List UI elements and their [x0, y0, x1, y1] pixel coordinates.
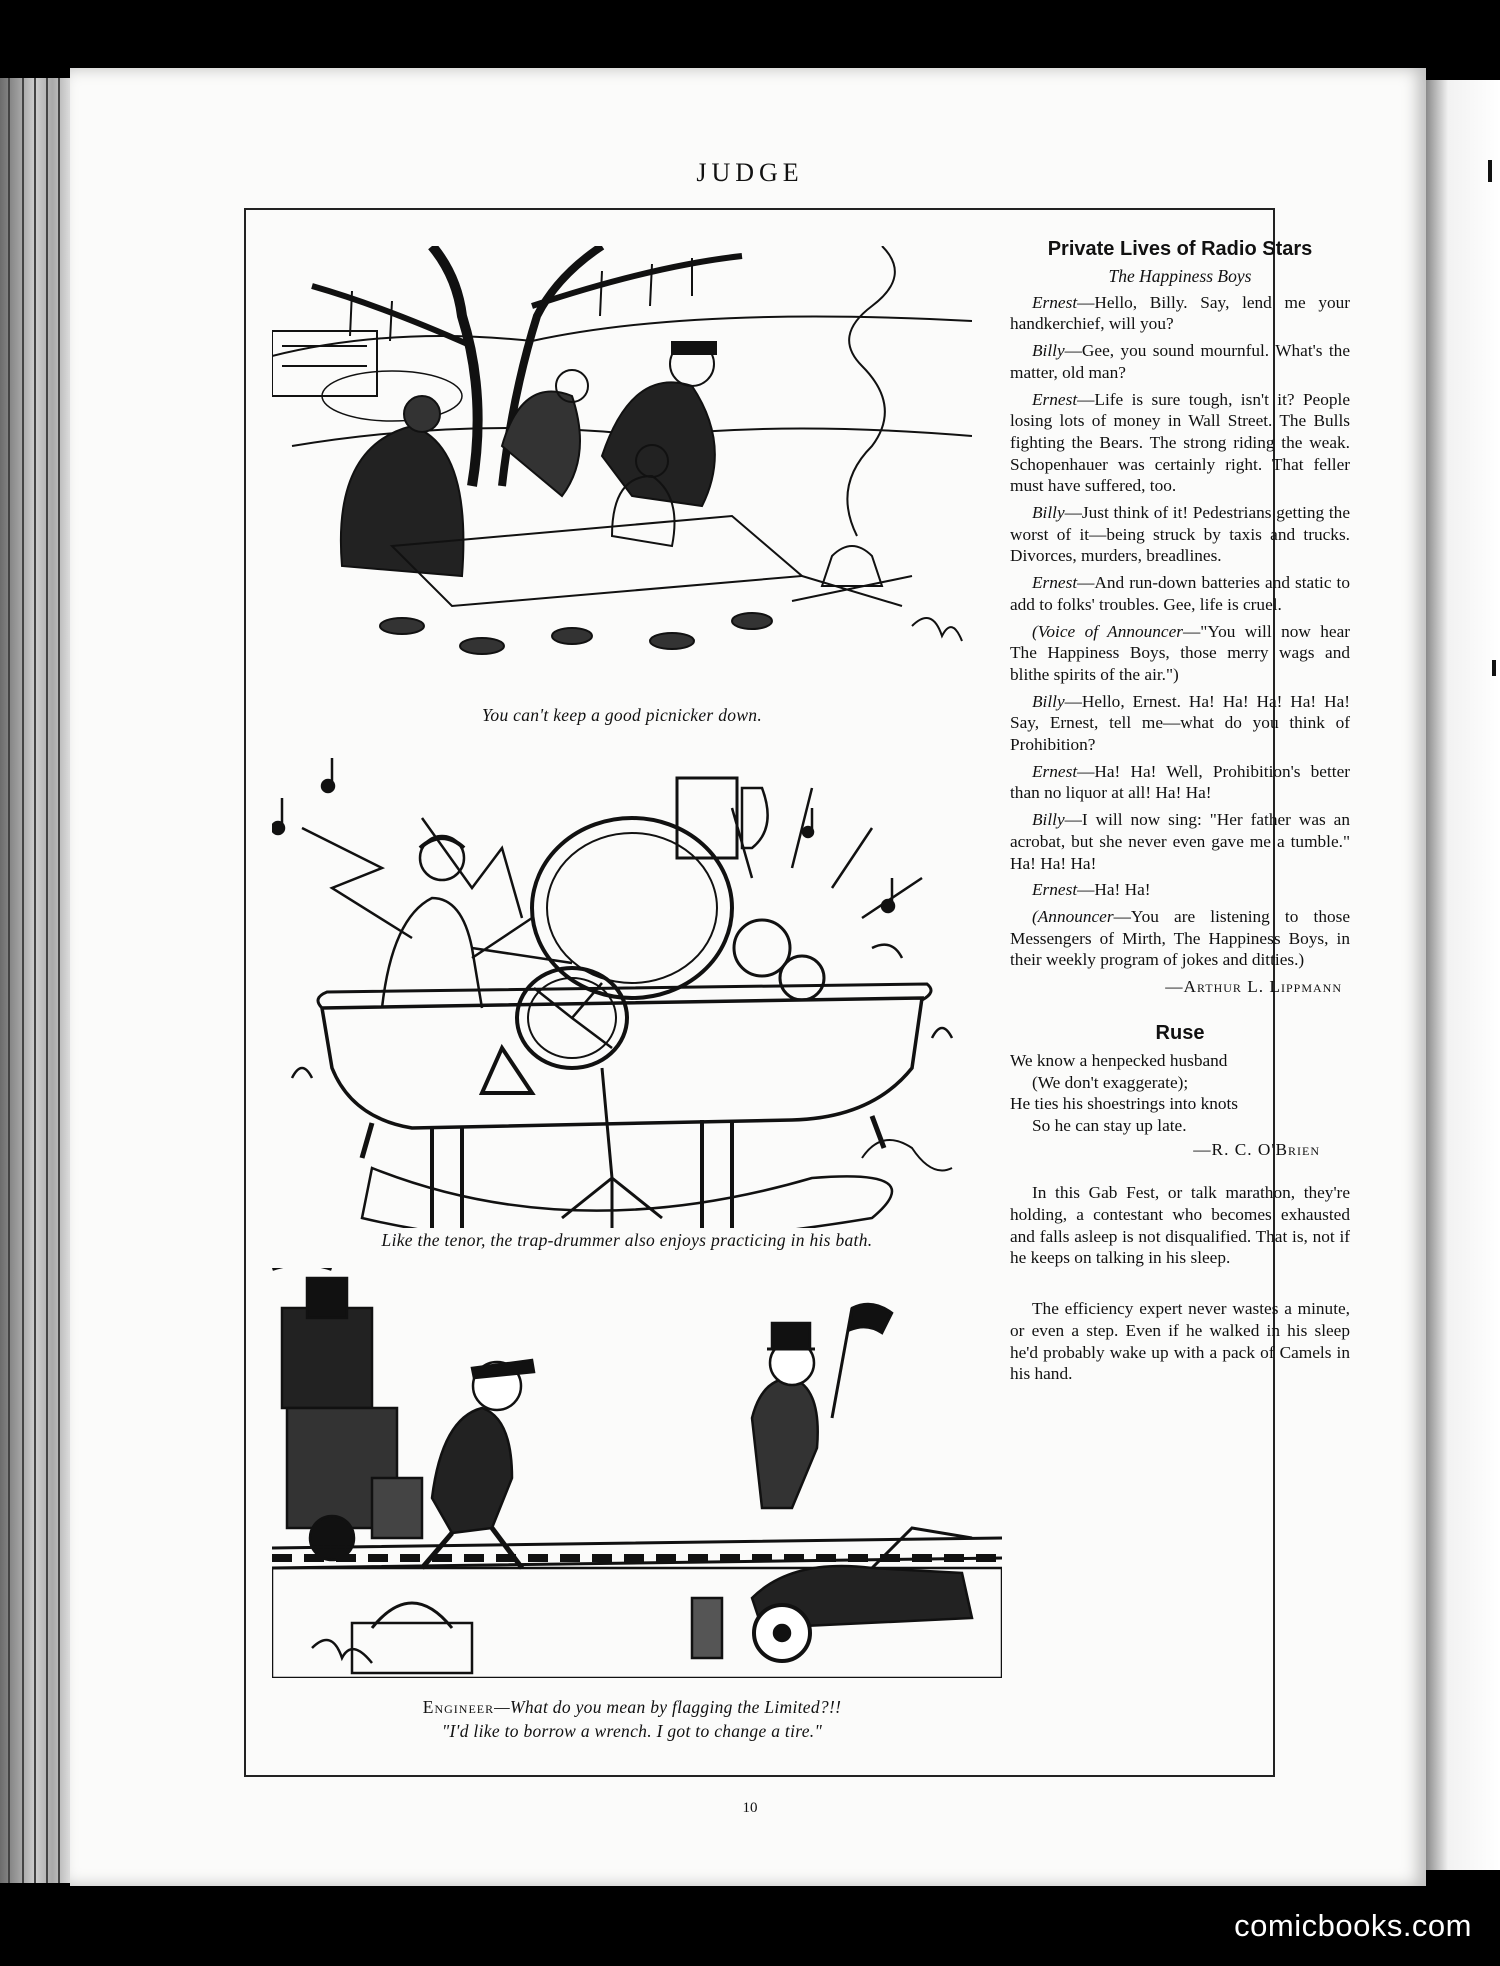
- book-right-page-sliver: [1426, 80, 1500, 1870]
- poem-signature: —R. C. O'Brien: [1193, 1139, 1320, 1159]
- filler-paragraph: In this Gab Fest, or talk marathon, they're holding, a contestant who becomes exhausted and falls asleep is not disqualified. That is, not if he keeps on talking in his sleep.: [1010, 1183, 1350, 1268]
- text-column: [1010, 236, 1350, 1390]
- caption-line-1: —What do you mean by flagging the Limited?!!: [494, 1697, 842, 1717]
- running-head: JUDGE: [696, 158, 804, 187]
- cartoon-3-caption: [262, 1695, 1002, 1743]
- article-subtitle: The Happiness Boys: [1108, 266, 1252, 286]
- dialogue-paragraph: (Voice of Announcer—"You will now hear The Happiness Boys, those merry wags and blithe spirits of the air."): [1010, 621, 1350, 684]
- dialogue-paragraph: Ernest—Ha! Ha! Well, Prohibition's better than no liquor at all! Ha! Ha!: [1010, 761, 1350, 803]
- filler-paragraph: The efficiency expert never wastes a minute, or even a step. Even if he walked in his sleep he'd probably wake up with a pack of Camels in his hand.: [1010, 1299, 1350, 1384]
- cartoon-train-flag: [272, 1268, 1002, 1678]
- caption-line-2: "I'd like to borrow a wrench. I got to change a tire.": [441, 1721, 823, 1741]
- dialogue-paragraph: Billy—Gee, you sound mournful. What's the matter, old man?: [1010, 341, 1350, 382]
- poem-line: So he can stay up late.: [1032, 1115, 1187, 1135]
- page-number: 10: [742, 1800, 758, 1816]
- cartoon-drummer-bath: [272, 748, 972, 1228]
- dialogue-paragraph: Ernest—Hello, Billy. Say, lend me your handkerchief, will you?: [1010, 292, 1350, 334]
- caption-speaker: Engineer: [422, 1697, 495, 1717]
- dialogue-paragraph: (Announcer—You are listening to those Messengers of Mirth, The Happiness Boys, in their weekly program of jokes and ditties.): [1010, 906, 1350, 970]
- dialogue-paragraph: Billy—I will now sing: "Her father was an acrobat, but she never even gave me a tumble." Ha! Ha! Ha!: [1010, 810, 1350, 873]
- poem-title: Ruse: [1155, 1021, 1205, 1044]
- cartoon-1-caption: You can't keep a good picnicker down.: [481, 705, 763, 725]
- dialogue-paragraph: Ernest—And run-down batteries and static to add to folks' troubles. Gee, life is cruel.: [1010, 573, 1350, 614]
- cartoon-picnic: [272, 246, 972, 676]
- cartoon-2-caption: Like the tenor, the trap-drummer also enjoys practicing in his bath.: [381, 1230, 873, 1250]
- dialogue-paragraph: Billy—Hello, Ernest. Ha! Ha! Ha! Ha! Ha! Say, Ernest, tell me—what do you think of Prohibition?: [1010, 691, 1350, 755]
- watermark: comicbooks.com: [1234, 1908, 1472, 1943]
- article-signature: —Arthur L. Lippmann: [1165, 977, 1342, 997]
- dialogue-paragraph: Ernest—Life is sure tough, isn't it? People losing lots of money in Wall Street. The Bulls fighting the Bears. The strong riding the weak. Schopenhauer was certainly right. That feller must have suffered, too.: [1010, 389, 1350, 496]
- poem: [1010, 1050, 1350, 1137]
- poem-line: He ties his shoestrings into knots: [1010, 1094, 1239, 1114]
- dialogue-paragraph: Ernest—Ha! Ha!: [1032, 880, 1151, 900]
- article-title: Private Lives of Radio Stars: [1047, 238, 1313, 260]
- poem-line: We know a henpecked husband: [1010, 1050, 1228, 1070]
- book-left-page-edges: [0, 78, 70, 1883]
- dialogue-paragraph: Billy—Just think of it! Pedestrians getting the worst of it—being struck by taxis and trucks. Divorces, murders, breadlines.: [1010, 503, 1350, 566]
- poem-line: (We don't exaggerate);: [1032, 1072, 1189, 1092]
